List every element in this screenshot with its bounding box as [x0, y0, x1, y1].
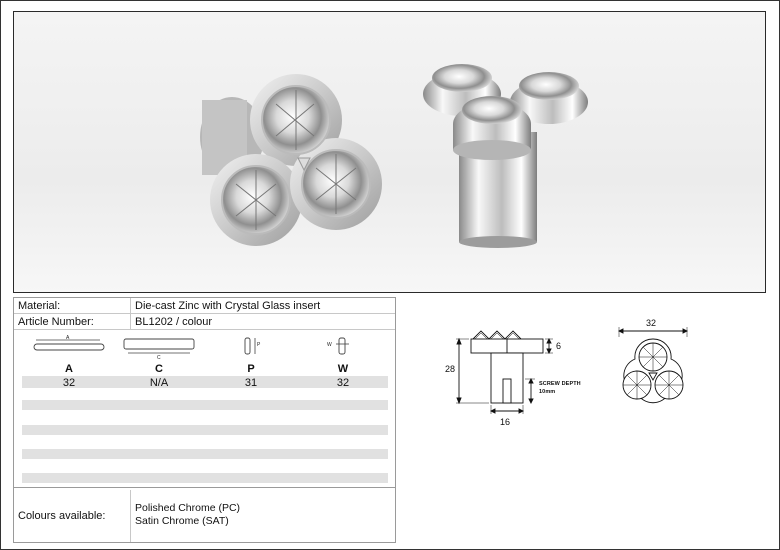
dimension-icons [14, 332, 395, 362]
dimension-value-p: 31 [244, 377, 258, 389]
material-value: Die-cast Zinc with Crystal Glass insert [135, 300, 321, 312]
divider [130, 490, 131, 542]
dimension-letter-a: A [65, 363, 73, 375]
chrome-knob [423, 64, 588, 248]
icon-letter-w: W [327, 342, 332, 348]
article-value: BL1202 / colour [135, 316, 213, 328]
empty-stripe [22, 400, 388, 410]
empty-stripe [22, 449, 388, 459]
side-view-drawing [456, 331, 556, 414]
icon-letter-c: C [157, 355, 161, 361]
dimension-p-icon [245, 338, 261, 354]
spec-table [13, 297, 396, 543]
article-row [14, 314, 395, 330]
top-height-dimension-label: 6 [556, 341, 562, 351]
icon-letter-a: A [66, 335, 70, 341]
dimension-value-a: 32 [62, 377, 76, 389]
technical-drawing-svg [401, 301, 771, 441]
article-label: Article Number: [18, 316, 94, 328]
knob-render [14, 12, 766, 293]
dimension-letter-w: W [337, 363, 349, 375]
colours-label: Colours available: [18, 510, 106, 522]
height-dimension-label: 28 [445, 364, 456, 374]
dimension-w-icon [327, 338, 349, 354]
empty-stripe [22, 425, 388, 435]
screw-depth-value: 10mm [539, 389, 556, 395]
dimension-value-c: N/A [149, 377, 169, 389]
dimension-value-w: 32 [336, 377, 350, 389]
dimension-c-icon [124, 339, 194, 361]
satin-knob [200, 74, 382, 246]
material-label: Material: [18, 300, 61, 312]
base-width-dimension-label: 16 [500, 417, 511, 427]
technical-drawings [401, 301, 771, 441]
divider [130, 298, 131, 314]
empty-stripe [22, 473, 388, 483]
colour-option: Satin Chrome (SAT) [135, 515, 229, 527]
divider [130, 314, 131, 330]
dimensions-block [14, 332, 395, 488]
dimension-letter-c: C [155, 363, 163, 375]
width-dimension-label: 32 [646, 318, 657, 328]
colour-option: Polished Chrome (PC) [135, 502, 241, 514]
material-row [14, 298, 395, 314]
product-photo [13, 11, 766, 293]
dimension-letter-p: P [247, 363, 255, 375]
colours-row [14, 490, 395, 542]
dimension-a-icon [34, 335, 104, 350]
screw-depth-label: SCREW DEPTH [539, 381, 581, 387]
icon-letter-p: P [257, 342, 261, 348]
top-view-drawing [619, 327, 687, 403]
